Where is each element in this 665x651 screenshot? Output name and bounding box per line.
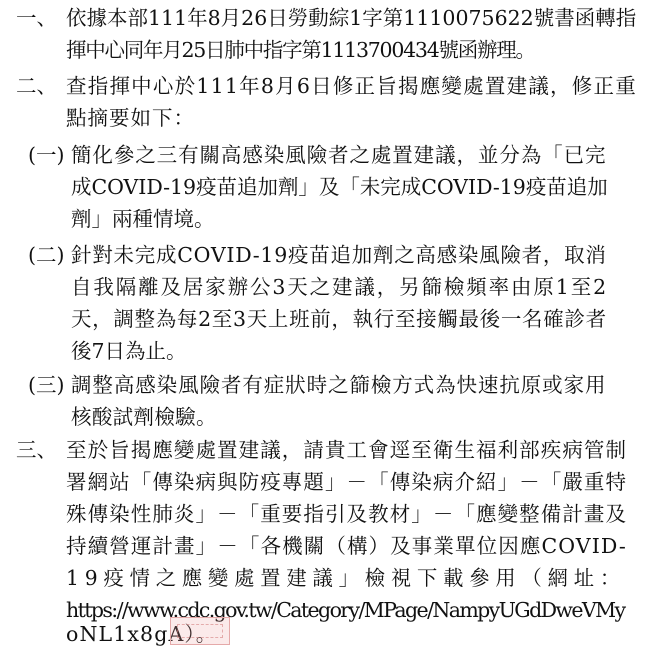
subitem-3-line-1: 調整高感染風險者有症狀時之篩檢方式為快速抗原或家用	[71, 373, 607, 397]
section-3-url-line-2: oNL1x8gA）。	[66, 622, 218, 646]
section-1-marker: 一、	[16, 6, 57, 30]
subitem-1-line-2: 成COVID-19疫苗追加劑」及「未完成COVID-19疫苗追加	[71, 175, 608, 199]
section-2-line-2: 點摘要如下：	[66, 106, 195, 130]
subitem-2-line-2: 自我隔離及居家辦公3天之建議，另篩檢頻率由原1至2	[71, 275, 609, 299]
subitem-2-line-4: 後7日為止。	[71, 339, 187, 363]
section-2-line-1: 查指揮中心於111年8月6日修正旨揭應變處置建議，修正重	[66, 74, 637, 98]
section-3-line-1: 至於旨揭應變處置建議，請貴工會逕至衛生福利部疾病管制	[66, 438, 628, 462]
section-3-line-4: 持續營運計畫」－「各機關（構）及事業單位因應COVID-	[66, 534, 627, 558]
section-3-line-3: 殊傳染性肺炎」－「重要指引及教材」－「應變整備計畫及	[66, 502, 628, 526]
subitem-1-line-1: 簡化參之三有關高感染風險者之處置建議，並分為「已完	[71, 143, 607, 167]
red-seal-stamp	[170, 617, 230, 645]
section-3-line-5: 19疫情之應變處置建議」檢視下載參用（網址：	[66, 566, 626, 590]
subitem-2-line-1: 針對未完成COVID-19疫苗追加劑之高感染風險者，取消	[71, 243, 607, 267]
section-1-line-1: 依據本部111年8月26日勞動綜1字第1110075622號書函轉指	[66, 6, 637, 30]
subitem-2-marker: (二)	[28, 243, 65, 267]
section-1-line-2: 揮中心同年月25日肺中指字第1113700434號函辦理。	[66, 38, 535, 62]
subitem-1-marker: (一)	[28, 143, 65, 167]
subitem-2-line-3: 天，調整為每2至3天上班前，執行至接觸最後一名確診者	[71, 307, 607, 331]
section-3-url-line-1: https://www.cdc.gov.tw/Category/MPage/NampyUGdDweVMy	[66, 598, 625, 622]
subitem-1-line-3: 劑」兩種情境。	[71, 207, 215, 231]
section-2-marker: 二、	[16, 74, 57, 98]
subitem-3-line-2: 核酸試劑檢驗。	[71, 405, 217, 429]
section-3-marker: 三、	[16, 438, 57, 462]
section-3-line-2: 署網站「傳染病與防疫專題」－「傳染病介紹」－「嚴重特	[66, 470, 628, 494]
subitem-3-marker: (三)	[28, 373, 65, 397]
